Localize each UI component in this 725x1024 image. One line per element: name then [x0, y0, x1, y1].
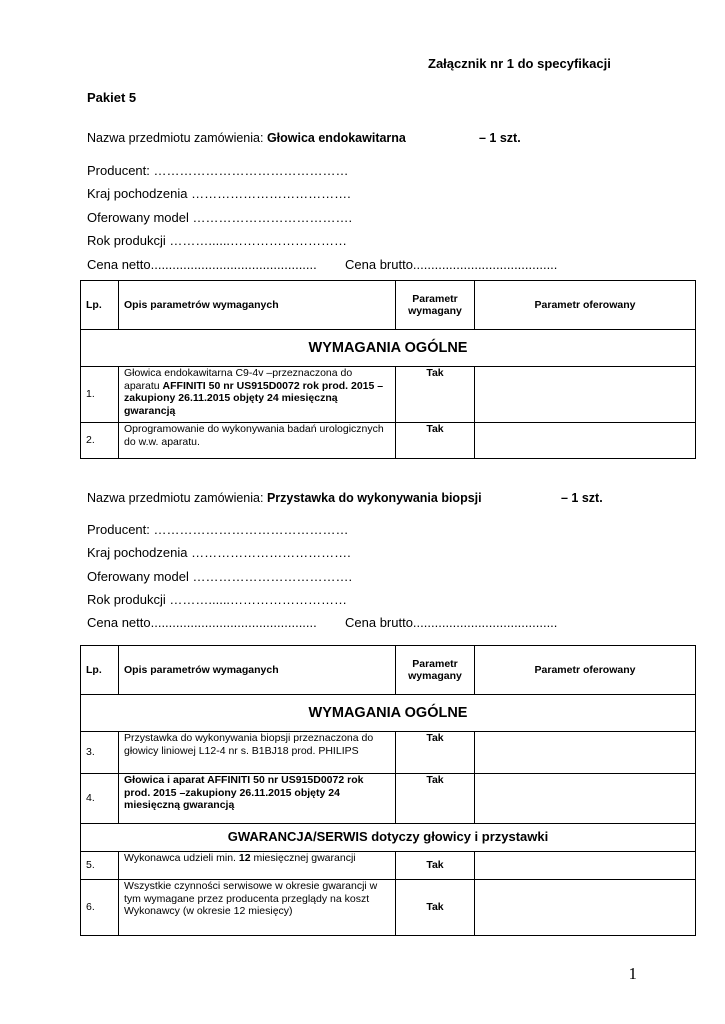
table-row	[81, 423, 696, 459]
row-required: Tak	[396, 774, 475, 824]
row-offered-cell[interactable]	[475, 367, 696, 423]
col-desc: Opis parametrów wymaganych	[119, 281, 396, 330]
item-name-line-1	[87, 131, 406, 145]
row-desc: Głowica endokawitarna C9-4v –przeznaczona do aparatu AFFINITI 50 nr US915D0072 rok prod. 2015 –zakupiony 26.11.2015 objęty 24 miesięczną gwarancją	[119, 367, 396, 423]
group-row	[81, 824, 696, 852]
row-desc: Głowica i aparat AFFINITI 50 nr US915D0072 rok prod. 2015 –zakupiony 26.11.2015 objęty 24 miesięczną gwarancją	[119, 774, 396, 824]
spec-table-2	[80, 645, 696, 936]
group-title: WYMAGANIA OGÓLNE	[81, 695, 696, 732]
row-offered-cell[interactable]	[475, 774, 696, 824]
table-row	[81, 367, 696, 423]
row-lp: 5.	[81, 852, 119, 880]
net-price-field: Cena netto..............................................	[87, 615, 317, 630]
package-title: Pakiet 5	[87, 90, 137, 105]
col-desc: Opis parametrów wymaganych	[119, 646, 396, 695]
item-quantity: – 1 szt.	[561, 491, 603, 505]
country-field: Kraj pochodzenia ……………………………….	[87, 545, 351, 560]
group-row	[81, 330, 696, 367]
row-required: Tak	[396, 732, 475, 774]
gross-price-field: Cena brutto........................................	[345, 257, 558, 272]
table-header-row	[81, 281, 696, 330]
table-row	[81, 774, 696, 824]
row-required: Tak	[396, 367, 475, 423]
col-offered: Parametr oferowany	[475, 646, 696, 695]
row-offered-cell[interactable]	[475, 880, 696, 936]
year-field: Rok produkcji ………......………………………	[87, 233, 348, 248]
row-desc: Oprogramowanie do wykonywania badań urologicznych do w.w. aparatu.	[119, 423, 396, 459]
attachment-title: Załącznik nr 1 do specyfikacji	[428, 56, 611, 71]
row-lp: 6.	[81, 880, 119, 936]
item-name: Głowica endokawitarna	[266, 131, 406, 145]
row-offered-cell[interactable]	[475, 732, 696, 774]
row-lp: 2.	[81, 423, 119, 459]
item-name-line-2	[87, 491, 482, 505]
producer-field: Producent: ………………………………………	[87, 522, 349, 537]
row-lp: 1.	[81, 367, 119, 423]
item-prefix: Nazwa przedmiotu zamówienia:	[87, 131, 267, 145]
row-offered-cell[interactable]	[475, 852, 696, 880]
table-row	[81, 880, 696, 936]
model-field: Oferowany model ……………………………….	[87, 210, 353, 225]
warranty-title: GWARANCJA/SERWIS dotyczy głowicy i przystawki	[81, 824, 696, 852]
row-required: Tak	[396, 880, 475, 936]
row-offered-cell[interactable]	[475, 423, 696, 459]
gross-price-field: Cena brutto........................................	[345, 615, 558, 630]
item-name: Przystawka do wykonywania biopsji	[266, 491, 482, 505]
row-desc: Przystawka do wykonywania biopsji przeznaczona do głowicy liniowej L12-4 nr s. B1BJ18 prod. PHILIPS	[119, 732, 396, 774]
table-row	[81, 732, 696, 774]
group-title: WYMAGANIA OGÓLNE	[81, 330, 696, 367]
group-row	[81, 695, 696, 732]
year-field: Rok produkcji ………......………………………	[87, 592, 348, 607]
page-number: 1	[628, 964, 637, 983]
col-lp: Lp.	[81, 646, 119, 695]
col-required: Parametr wymagany	[396, 646, 475, 695]
table-row	[81, 852, 696, 880]
row-required: Tak	[396, 852, 475, 880]
net-price-field: Cena netto..............................................	[87, 257, 317, 272]
producer-field: Producent: ………………………………………	[87, 163, 349, 178]
country-field: Kraj pochodzenia ……………………………….	[87, 186, 351, 201]
row-lp: 4.	[81, 774, 119, 824]
item-prefix: Nazwa przedmiotu zamówienia:	[87, 491, 267, 505]
col-required: Parametr wymagany	[396, 281, 475, 330]
model-field: Oferowany model ……………………………….	[87, 569, 353, 584]
item-quantity: – 1 szt.	[479, 131, 521, 145]
col-lp: Lp.	[81, 281, 119, 330]
col-offered: Parametr oferowany	[475, 281, 696, 330]
table-header-row	[81, 646, 696, 695]
row-lp: 3.	[81, 732, 119, 774]
spec-table-1	[80, 280, 696, 459]
row-required: Tak	[396, 423, 475, 459]
row-desc: Wszystkie czynności serwisowe w okresie gwarancji w tym wymagane przez producenta przeglądy na koszt Wykonawcy (w okresie 12 miesięcy)	[119, 880, 396, 936]
row-desc: Wykonawca udzieli min. 12 miesięcznej gwarancji	[119, 852, 396, 880]
